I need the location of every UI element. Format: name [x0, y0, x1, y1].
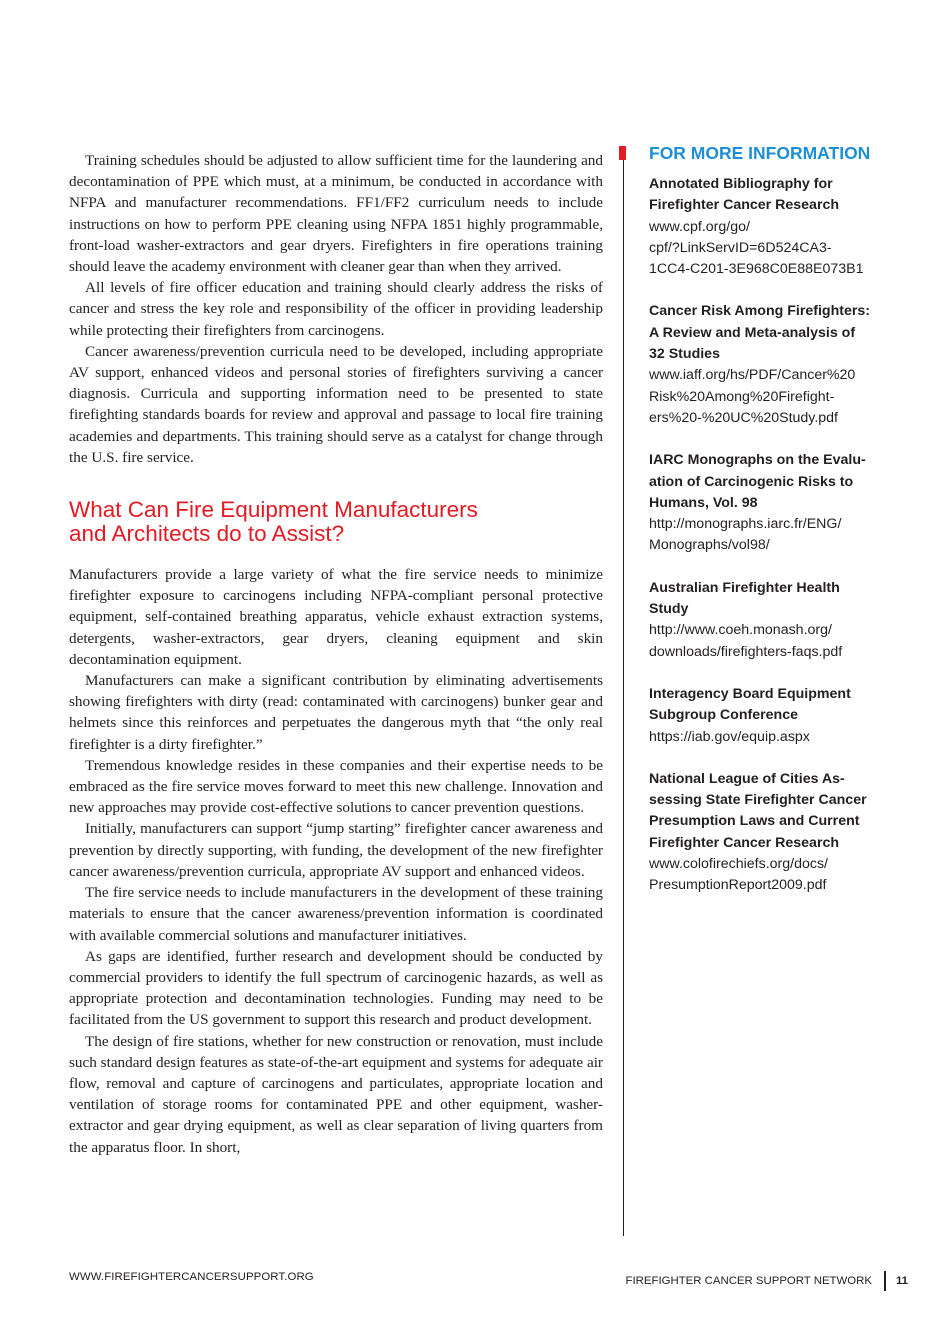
- page-number: 11: [895, 1275, 908, 1287]
- reference-title-line: 32 Studies: [649, 346, 720, 363]
- reference-url-line[interactable]: www.colofirechiefs.org/docs/: [649, 856, 828, 873]
- reference-title-line: A Review and Meta-analysis of: [649, 324, 856, 341]
- reference-url-line[interactable]: PresumptionReport2009.pdf: [649, 877, 827, 894]
- reference-entry: [649, 578, 889, 663]
- paragraph: Manufacturers can make a significant contribution by eliminating advertisements showing firefighters with dirty (read: contaminated with carcinogens) bunker gear and helmets since this reinforces and perpetuates the dangerous myth that “the only real firefighter is a dirty firefighter.”: [69, 672, 603, 753]
- reference-entry: [649, 174, 889, 280]
- reference-title-line: sessing State Firefighter Cancer: [649, 792, 867, 809]
- column-divider: [623, 160, 624, 1236]
- reference-entry: [649, 301, 889, 429]
- reference-title-line: National League of Cities As-: [649, 770, 845, 787]
- reference-url-line[interactable]: https://iab.gov/equip.aspx: [649, 728, 810, 745]
- reference-entry: [649, 684, 889, 748]
- section-heading: [69, 498, 603, 546]
- reference-url-line[interactable]: downloads/firefighters-faqs.pdf: [649, 643, 843, 660]
- footer-divider: [884, 1271, 886, 1291]
- section-heading-line-1: What Can Fire Equipment Manufacturers: [69, 497, 478, 523]
- paragraph: Tremendous knowledge resides in these companies and their expertise needs to be embraced as the fire service moves forward to meet this new challenge. Innovation and new approaches may provide cost-effective solutions to cancer prevention questions.: [69, 756, 603, 817]
- paragraph: Cancer awareness/prevention curricula need to be developed, including appropriate AV support, enhanced videos and personal stories of firefighters surviving a cancer diagnosis. Curricula and supporting information need to be presented to state firefighting standards boards for review and approval and passage to local fire training academies and departments. This training should serve as a catalyst for change through the U.S. fire service.: [69, 342, 603, 466]
- reference-title-line: Annotated Bibliography for: [649, 176, 833, 192]
- main-column: [69, 150, 603, 1158]
- reference-url-line[interactable]: http://www.coeh.monash.org/: [649, 622, 832, 639]
- reference-title-line: Humans, Vol. 98: [649, 494, 758, 511]
- paragraph: As gaps are identified, further research and development should be conducted by commercial providers to identify the full spectrum of carcinogenic hazards, as well as appropriate protection and decontamination technologies. Funding may need to be facilitated from the US government to support this research and product development.: [69, 947, 603, 1029]
- paragraph: Training schedules should be adjusted to allow sufficient time for the laundering and decontamination of PPE which must, at a minimum, be conducted in accordance with NFPA and manufacturer recommendations. FF1/FF2 curriculum needs to include instructions on how to perform PPE cleaning using NFPA 1851 highly programmable, front-load washer-extractors and gear dryers. Firefighters in fire operations training should leave the academy environment with cleaner gear than when they arrived.: [69, 152, 603, 276]
- reference-title-line: Presumption Laws and Current: [649, 813, 860, 830]
- reference-url-line[interactable]: http://monographs.iarc.fr/ENG/: [649, 516, 842, 533]
- paragraph: The fire service needs to include manufacturers in the development of these training materials to ensure that the cancer awareness/prevention information is coordinated with available commercial solutions and manufacturer initiatives.: [69, 884, 603, 944]
- reference-url-line[interactable]: cpf/?LinkServID=6D524CA3-: [649, 239, 832, 256]
- reference-title-line: Australian Firefighter Health: [649, 579, 840, 596]
- reference-title-line: ation of Carcinogenic Risks to: [649, 473, 854, 490]
- sidebar-entries: [649, 174, 889, 897]
- section-heading-line-2: and Architects do to Assist?: [69, 521, 345, 547]
- paragraph: Initially, manufacturers can support “jump starting” firefighter cancer awareness and prevention by directly supporting, with funding, the development of the new firefighter cancer awareness/prevention curricula, appropriate AV support and enhanced videos.: [69, 820, 603, 880]
- reference-url-line[interactable]: Risk%20Among%20Firefight-: [649, 388, 835, 405]
- reference-entry: [649, 769, 889, 897]
- footer-right: [626, 1271, 908, 1291]
- reference-title-line: IARC Monographs on the Evalu-: [649, 452, 866, 469]
- reference-entry: [649, 450, 889, 556]
- reference-url-line[interactable]: ers%20-%20UC%20Study.pdf: [649, 409, 839, 426]
- reference-url-line[interactable]: 1CC4-C201-3E968C0E88E073B1: [649, 261, 864, 278]
- reference-title-line: Subgroup Conference: [649, 707, 798, 724]
- footer-website: WWW.FIREFIGHTERCANCERSUPPORT.ORG: [69, 1271, 314, 1283]
- reference-url-line[interactable]: Monographs/vol98/: [649, 537, 770, 554]
- paragraph: All levels of fire officer education and training should clearly address the risks of cancer and stress the key role and responsibility of the officer in providing leadership while protecting their firefighters from carcinogens.: [69, 279, 603, 339]
- reference-title-line: Study: [649, 601, 689, 618]
- paragraph: Manufacturers provide a large variety of what the fire service needs to minimize firefighter exposure to carcinogens including NFPA-compliant personal protective equipment, self-contained breathing apparatus, vehicle exhaust extraction systems, detergents, washer-extractors, gear dryers, cleaning equipment and skin decontamination equipment.: [69, 566, 603, 668]
- reference-url-line[interactable]: www.cpf.org/go/: [649, 218, 750, 235]
- sidebar: [649, 142, 889, 918]
- reference-url-line[interactable]: www.iaff.org/hs/PDF/Cancer%20: [649, 367, 856, 384]
- paragraph: The design of fire stations, whether for new construction or renovation, must include such standard design features as state-of-the-art equipment and systems for adequate air flow, removal and capture of carcinogens and particulates, appropriate location and ventilation of storage rooms for contaminated PPE and other equipment, washer-extractor and gear drying equipment, as well as clear separation of living quarters from the apparatus floor. In short,: [69, 1032, 603, 1156]
- reference-title-line: Cancer Risk Among Firefighters:: [649, 303, 871, 320]
- reference-title-line: Firefighter Cancer Research: [649, 834, 840, 851]
- sidebar-heading: FOR MORE INFORMATION: [649, 143, 871, 163]
- reference-title-line: Interagency Board Equipment: [649, 685, 851, 702]
- reference-title-line: Firefighter Cancer Research: [649, 197, 840, 214]
- footer-org-name: FIREFIGHTER CANCER SUPPORT NETWORK: [625, 1275, 872, 1287]
- heading-marker: [619, 146, 626, 160]
